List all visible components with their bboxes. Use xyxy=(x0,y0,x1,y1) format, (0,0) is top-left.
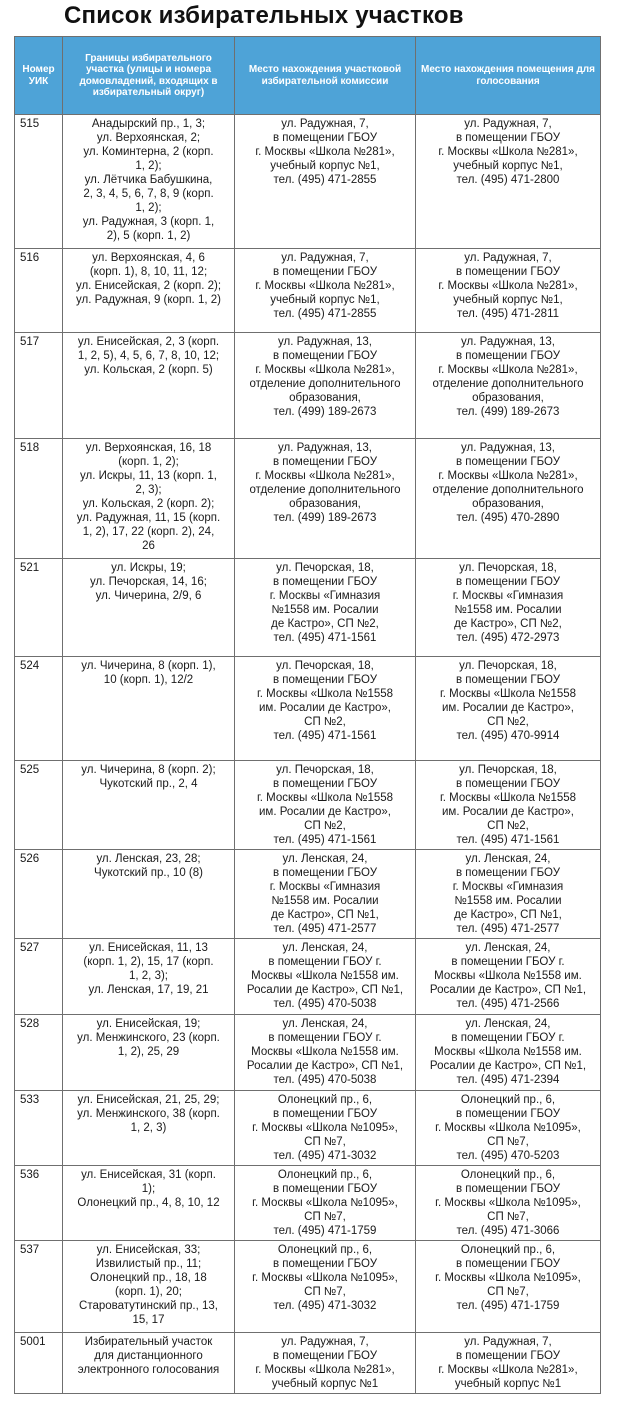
uik-number-cell: 521 xyxy=(15,559,63,657)
commission-location-cell: Олонецкий пр., 6, в помещении ГБОУ г. Москвы «Школа №1095», СП №7, тел. (495) 471-1759 xyxy=(235,1166,416,1241)
table-header-row xyxy=(15,37,601,115)
voting-location-cell: ул. Печорская, 18, в помещении ГБОУ г. Москвы «Гимназия №1558 им. Росалии де Кастро», СП №2, тел. (495) 472-2973 xyxy=(416,559,601,657)
header-boundaries: Границы избирательного участка (улицы и номера домовладений, входящих в избирательный округ) xyxy=(63,37,235,115)
commission-location-cell: ул. Печорская, 18, в помещении ГБОУ г. Москвы «Школа №1558 им. Росалии де Кастро», СП №2, тел. (495) 471-1561 xyxy=(235,761,416,850)
voting-location-cell: ул. Радужная, 7, в помещении ГБОУ г. Москвы «Школа №281», учебный корпус №1, тел. (495) 471-2811 xyxy=(416,249,601,333)
table-row xyxy=(15,439,601,559)
commission-location-cell: ул. Радужная, 7, в помещении ГБОУ г. Москвы «Школа №281», учебный корпус №1, тел. (495) 471-2855 xyxy=(235,115,416,249)
commission-location-cell: ул. Радужная, 13, в помещении ГБОУ г. Москвы «Школа №281», отделение дополнительного образования, тел. (499) 189-2673 xyxy=(235,333,416,439)
voting-location-cell: ул. Радужная, 7, в помещении ГБОУ г. Москвы «Школа №281», учебный корпус №1 xyxy=(416,1333,601,1394)
page-title: Список избирательных участков xyxy=(64,2,464,29)
commission-location-cell: Олонецкий пр., 6, в помещении ГБОУ г. Москвы «Школа №1095», СП №7, тел. (495) 471-3032 xyxy=(235,1091,416,1166)
table-row xyxy=(15,1091,601,1166)
commission-location-cell: ул. Радужная, 7, в помещении ГБОУ г. Москвы «Школа №281», учебный корпус №1 xyxy=(235,1333,416,1394)
voting-location-cell: ул. Ленская, 24, в помещении ГБОУ г. Москвы «Гимназия №1558 им. Росалии де Кастро», СП №1, тел. (495) 471-2577 xyxy=(416,850,601,939)
uik-number-cell: 528 xyxy=(15,1015,63,1091)
uik-number-cell: 518 xyxy=(15,439,63,559)
commission-location-cell: ул. Радужная, 13, в помещении ГБОУ г. Москвы «Школа №281», отделение дополнительного образования, тел. (499) 189-2673 xyxy=(235,439,416,559)
commission-location-cell: ул. Ленская, 24, в помещении ГБОУ г. Москвы «Школа №1558 им. Росалии де Кастро», СП №1, тел. (495) 470-5038 xyxy=(235,939,416,1015)
uik-number-cell: 536 xyxy=(15,1166,63,1241)
table-row xyxy=(15,333,601,439)
commission-location-cell: ул. Ленская, 24, в помещении ГБОУ г. Москвы «Школа №1558 им. Росалии де Кастро», СП №1, тел. (495) 470-5038 xyxy=(235,1015,416,1091)
voting-location-cell: ул. Радужная, 13, в помещении ГБОУ г. Москвы «Школа №281», отделение дополнительного образования, тел. (499) 189-2673 xyxy=(416,333,601,439)
boundaries-cell: ул. Енисейская, 2, 3 (корп. 1, 2, 5), 4, 5, 6, 7, 8, 10, 12; ул. Кольская, 2 (корп. 5) xyxy=(63,333,235,439)
boundaries-cell: ул. Ленская, 23, 28; Чукотский пр., 10 (8) xyxy=(63,850,235,939)
uik-number-cell: 526 xyxy=(15,850,63,939)
uik-number-cell: 516 xyxy=(15,249,63,333)
commission-location-cell: ул. Печорская, 18, в помещении ГБОУ г. Москвы «Школа №1558 им. Росалии де Кастро», СП №2, тел. (495) 471-1561 xyxy=(235,657,416,761)
commission-location-cell: ул. Ленская, 24, в помещении ГБОУ г. Москвы «Гимназия №1558 им. Росалии де Кастро», СП №1, тел. (495) 471-2577 xyxy=(235,850,416,939)
voting-location-cell: Олонецкий пр., 6, в помещении ГБОУ г. Москвы «Школа №1095», СП №7, тел. (495) 471-3066 xyxy=(416,1166,601,1241)
boundaries-cell: ул. Верхоянская, 4, 6 (корп. 1), 8, 10, 11, 12; ул. Енисейская, 2 (корп. 2); ул. Радужная, 9 (корп. 1, 2) xyxy=(63,249,235,333)
table-row xyxy=(15,939,601,1015)
voting-location-cell: Олонецкий пр., 6, в помещении ГБОУ г. Москвы «Школа №1095», СП №7, тел. (495) 470-5203 xyxy=(416,1091,601,1166)
table-row xyxy=(15,559,601,657)
boundaries-cell: Избирательный участок для дистанционного электронного голосования xyxy=(63,1333,235,1394)
boundaries-cell: ул. Чичерина, 8 (корп. 1), 10 (корп. 1), 12/2 xyxy=(63,657,235,761)
table-row xyxy=(15,1015,601,1091)
table-row xyxy=(15,1241,601,1333)
boundaries-cell: ул. Искры, 19; ул. Печорская, 14, 16; ул. Чичерина, 2/9, 6 xyxy=(63,559,235,657)
uik-number-cell: 517 xyxy=(15,333,63,439)
boundaries-cell: ул. Верхоянская, 16, 18 (корп. 1, 2); ул. Искры, 11, 13 (корп. 1, 2, 3); ул. Кольская, 2 (корп. 2); ул. Радужная, 11, 15 (корп. 1, 2), 17, 22 (корп. 2), 24, 26 xyxy=(63,439,235,559)
uik-number-cell: 537 xyxy=(15,1241,63,1333)
header-uik-number: Номер УИК xyxy=(15,37,63,115)
boundaries-cell: ул. Енисейская, 21, 25, 29; ул. Менжинского, 38 (корп. 1, 2, 3) xyxy=(63,1091,235,1166)
polling-stations-table xyxy=(14,36,601,1394)
voting-location-cell: ул. Радужная, 13, в помещении ГБОУ г. Москвы «Школа №281», отделение дополнительного образования, тел. (495) 470-2890 xyxy=(416,439,601,559)
table-body xyxy=(15,115,601,1394)
boundaries-cell: ул. Чичерина, 8 (корп. 2); Чукотский пр., 2, 4 xyxy=(63,761,235,850)
header-voting-location: Место нахождения помещения для голосования xyxy=(416,37,601,115)
uik-number-cell: 533 xyxy=(15,1091,63,1166)
voting-location-cell: ул. Радужная, 7, в помещении ГБОУ г. Москвы «Школа №281», учебный корпус №1, тел. (495) 471-2800 xyxy=(416,115,601,249)
uik-number-cell: 527 xyxy=(15,939,63,1015)
table-row xyxy=(15,850,601,939)
table-row xyxy=(15,761,601,850)
header-commission-location: Место нахождения участковой избирательной комиссии xyxy=(235,37,416,115)
voting-location-cell: ул. Печорская, 18, в помещении ГБОУ г. Москвы «Школа №1558 им. Росалии де Кастро», СП №2, тел. (495) 471-1561 xyxy=(416,761,601,850)
boundaries-cell: ул. Енисейская, 19; ул. Менжинского, 23 (корп. 1, 2), 25, 29 xyxy=(63,1015,235,1091)
commission-location-cell: ул. Радужная, 7, в помещении ГБОУ г. Москвы «Школа №281», учебный корпус №1, тел. (495) 471-2855 xyxy=(235,249,416,333)
table-row xyxy=(15,115,601,249)
commission-location-cell: ул. Печорская, 18, в помещении ГБОУ г. Москвы «Гимназия №1558 им. Росалии де Кастро», СП №2, тел. (495) 471-1561 xyxy=(235,559,416,657)
uik-number-cell: 5001 xyxy=(15,1333,63,1394)
boundaries-cell: ул. Енисейская, 33; Извилистый пр., 11; Олонецкий пр., 18, 18 (корп. 1), 20; Староватутинский пр., 13, 15, 17 xyxy=(63,1241,235,1333)
voting-location-cell: Олонецкий пр., 6, в помещении ГБОУ г. Москвы «Школа №1095», СП №7, тел. (495) 471-1759 xyxy=(416,1241,601,1333)
voting-location-cell: ул. Ленская, 24, в помещении ГБОУ г. Москвы «Школа №1558 им. Росалии де Кастро», СП №1, тел. (495) 471-2566 xyxy=(416,939,601,1015)
uik-number-cell: 515 xyxy=(15,115,63,249)
boundaries-cell: ул. Енисейская, 31 (корп. 1); Олонецкий пр., 4, 8, 10, 12 xyxy=(63,1166,235,1241)
uik-number-cell: 525 xyxy=(15,761,63,850)
table-row xyxy=(15,249,601,333)
voting-location-cell: ул. Печорская, 18, в помещении ГБОУ г. Москвы «Школа №1558 им. Росалии де Кастро», СП №2, тел. (495) 470-9914 xyxy=(416,657,601,761)
boundaries-cell: Анадырский пр., 1, 3; ул. Верхоянская, 2; ул. Коминтерна, 2 (корп. 1, 2); ул. Лётчика Бабушкина, 2, 3, 4, 5, 6, 7, 8, 9 (корп. 1, 2); ул. Радужная, 3 (корп. 1, 2), 5 (корп. 1, 2) xyxy=(63,115,235,249)
uik-number-cell: 524 xyxy=(15,657,63,761)
table-row xyxy=(15,1166,601,1241)
table-row xyxy=(15,1333,601,1394)
table-row xyxy=(15,657,601,761)
voting-location-cell: ул. Ленская, 24, в помещении ГБОУ г. Москвы «Школа №1558 им. Росалии де Кастро», СП №1, тел. (495) 471-2394 xyxy=(416,1015,601,1091)
boundaries-cell: ул. Енисейская, 11, 13 (корп. 1, 2), 15, 17 (корп. 1, 2, 3); ул. Ленская, 17, 19, 21 xyxy=(63,939,235,1015)
commission-location-cell: Олонецкий пр., 6, в помещении ГБОУ г. Москвы «Школа №1095», СП №7, тел. (495) 471-3032 xyxy=(235,1241,416,1333)
